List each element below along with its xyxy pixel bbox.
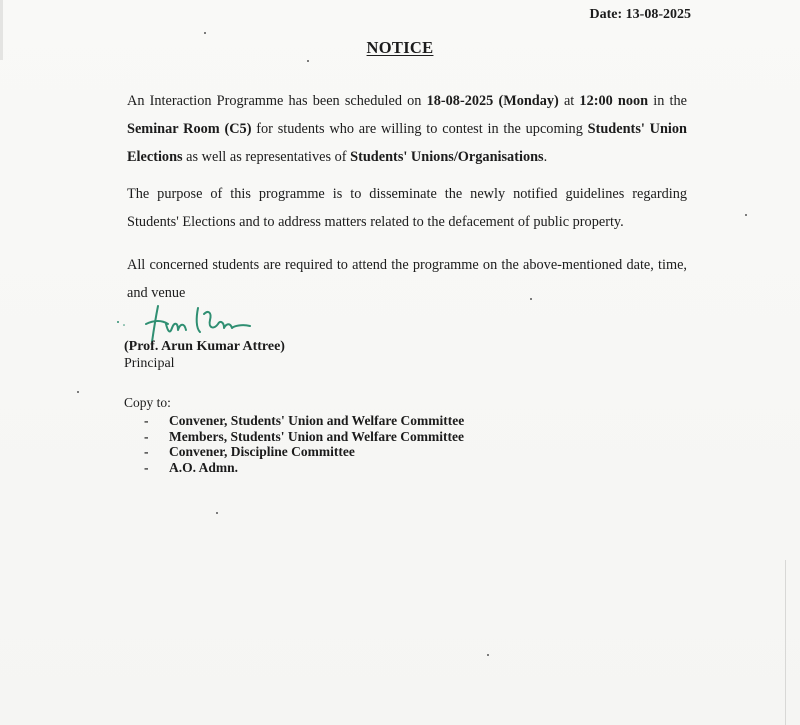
scan-speck xyxy=(487,654,489,656)
dash-bullet: - xyxy=(144,413,149,428)
para1-text-1: An Interaction Programme has been scheduled on xyxy=(127,93,427,109)
paragraph-announcement xyxy=(127,87,687,171)
scan-speck xyxy=(204,32,206,34)
event-time: 12:00 noon xyxy=(579,93,649,109)
event-venue: Seminar Room (C5) xyxy=(127,121,252,137)
page-fold-line xyxy=(785,560,786,725)
scan-speck xyxy=(77,391,79,393)
recipient: Members, Students' Union and Welfare Committee xyxy=(169,428,464,444)
copy-to-list xyxy=(124,413,464,475)
election-name: Students' Union Elections xyxy=(127,121,687,165)
list-item xyxy=(144,429,464,445)
para1-text-2: at xyxy=(558,93,580,109)
scan-speck xyxy=(530,298,532,300)
paragraph-purpose: The purpose of this programme is to disseminate the newly notified guidelines regarding Students' Elections and to address matters related to the defacement of public property. xyxy=(127,186,687,230)
signatory-designation: Principal xyxy=(124,356,175,371)
dash-bullet: - xyxy=(144,444,149,459)
notice-date: Date: 13-08-2025 xyxy=(589,7,691,22)
scan-speck xyxy=(307,60,309,62)
para1-text-5: as well as representatives of xyxy=(182,149,351,165)
event-date: 18-08-2025 (Monday) xyxy=(426,93,559,109)
para1-text-4: for students who are willing to contest in the upcoming xyxy=(251,121,588,137)
recipient: Convener, Students' Union and Welfare Committee xyxy=(169,413,465,428)
scan-speck xyxy=(745,214,747,216)
para1-text-6: . xyxy=(543,149,548,165)
list-item xyxy=(144,460,464,476)
scan-speck xyxy=(216,512,218,514)
copy-to-section xyxy=(124,395,464,475)
paragraph-attendance: All concerned students are required to attend the programme on the above-mentioned date, time, and venue xyxy=(127,257,687,301)
notice-title: NOTICE xyxy=(366,38,434,57)
para1-text-3: in the xyxy=(648,93,687,109)
organisations: Students' Unions/Organisations xyxy=(350,149,544,165)
recipient: Convener, Discipline Committee xyxy=(169,444,355,459)
copy-to-label: Copy to: xyxy=(124,395,171,410)
signature-block xyxy=(124,338,285,372)
dash-bullet: - xyxy=(144,428,149,444)
list-item xyxy=(144,444,464,460)
recipient: A.O. Admn. xyxy=(169,459,239,475)
list-item xyxy=(144,413,464,429)
signatory-name: (Prof. Arun Kumar Attree) xyxy=(124,339,285,354)
dash-bullet: - xyxy=(144,459,149,475)
